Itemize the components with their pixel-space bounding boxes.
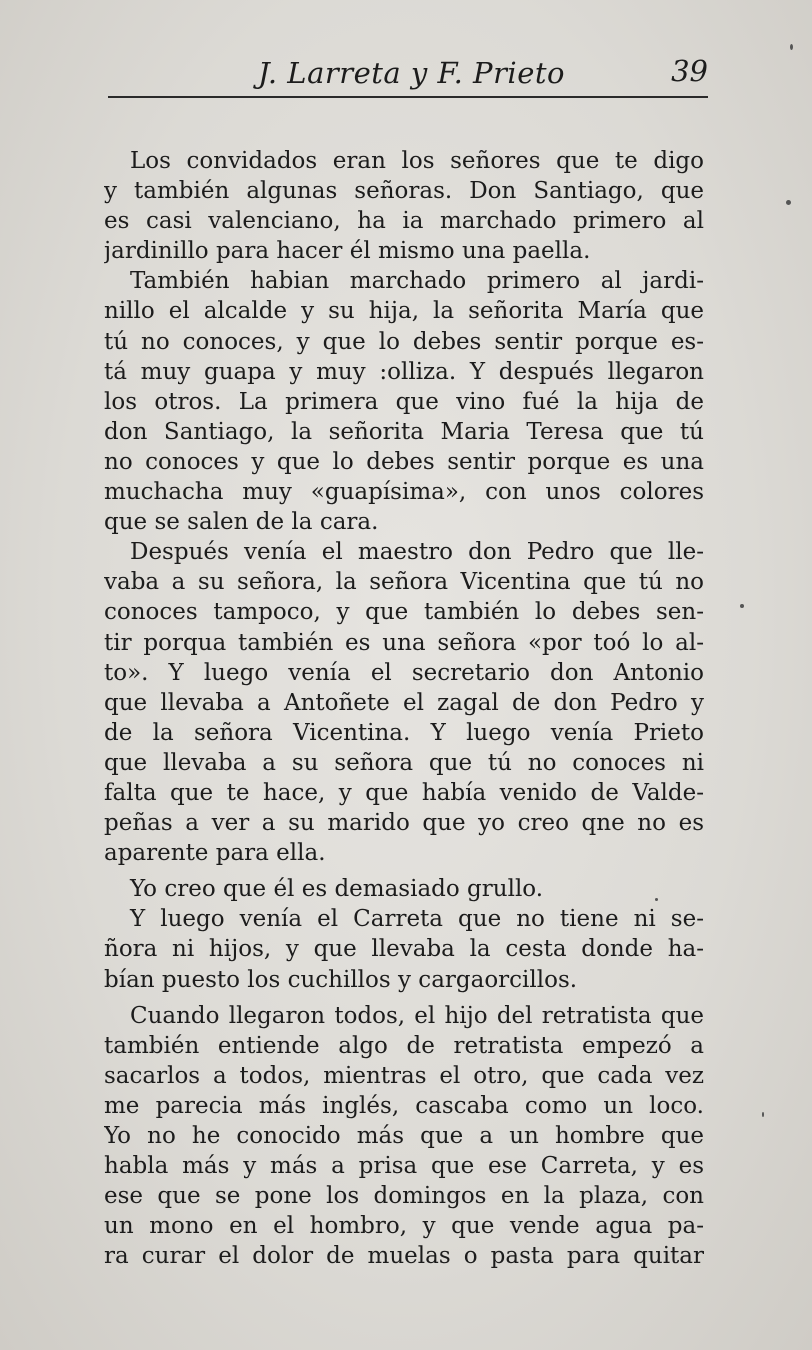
body-text	[104, 146, 704, 1271]
text-line: un mono en el hombro, y que vende agua pa-	[104, 1213, 704, 1240]
text-line: muchacha muy «guapísima», con unos colores	[104, 479, 704, 506]
text-line: to». Y luego venía el secretario don Antonio	[104, 659, 704, 686]
text-line: tir porqua también es una señora «por toó lo al-	[104, 629, 704, 656]
text-line: habla más y más a prisa que ese Carreta, y es	[104, 1153, 704, 1180]
text-line: Yo no he conocido más que a un hombre que	[104, 1123, 704, 1149]
text-line: también entiende algo de retratista empezó a	[104, 1032, 704, 1059]
text-line: ra curar el dolor de muelas o pasta para quitar	[104, 1243, 704, 1270]
text-line: de la señora Vicentina. Y luego venía Prieto	[104, 719, 704, 746]
text-line: conoces tampoco, y que también lo debes sen-	[104, 599, 704, 626]
paper-speck	[740, 604, 744, 608]
text-line: bían puesto los cuchillos y cargaorcillos.	[104, 966, 578, 993]
text-line: ñora ni hijos, y que llevaba la cesta donde ha-	[104, 936, 704, 963]
text-line: También habian marchado primero al jardi-	[130, 268, 704, 295]
text-line: y también algunas señoras. Don Santiago, que	[104, 178, 704, 205]
page-header	[108, 52, 708, 100]
paper-speck	[762, 1112, 764, 1117]
paper-speck	[790, 44, 793, 50]
text-line: no conoces y que lo debes sentir porque es una	[104, 448, 704, 475]
text-line: falta que te hace, y que había venido de Valde-	[104, 779, 704, 806]
text-line: aparente para ella.	[104, 840, 326, 867]
running-title: J. Larreta y F. Prieto	[258, 56, 565, 90]
paper-speck	[655, 898, 658, 901]
text-line: tá muy guapa y muy :olliza. Y después llegaron	[104, 358, 704, 385]
text-line: nillo el alcalde y su hija, la señorita María que	[104, 298, 704, 325]
text-line: sacarlos a todos, mientras el otro, que cada vez	[104, 1062, 704, 1089]
text-line: que llevaba a su señora que tú no conoces ni	[104, 749, 704, 776]
text-line: Después venía el maestro don Pedro que lle-	[130, 539, 704, 566]
text-line: peñas a ver a su marido que yo creo qne no es	[104, 810, 704, 837]
text-line: los otros. La primera que vino fué la hija de	[104, 388, 704, 415]
text-line: que se salen de la cara.	[104, 509, 379, 536]
text-line: tú no conoces, y que lo debes sentir porque es-	[104, 328, 704, 355]
text-line: me parecia más inglés, cascaba como un loco.	[104, 1092, 704, 1119]
page-number: 39	[671, 54, 708, 88]
text-line: don Santiago, la señorita Maria Teresa que tú	[104, 418, 704, 445]
text-line: vaba a su señora, la señora Vicentina que tú no	[104, 569, 704, 596]
text-line: Y luego venía el Carreta que no tiene ni se-	[130, 906, 704, 933]
text-line: Cuando llegaron todos, el hijo del retratista que	[130, 1002, 704, 1029]
text-line: ese que se pone los domingos en la plaza, con	[104, 1183, 704, 1210]
text-line: Yo creo que él es demasiado grullo.	[130, 876, 544, 903]
text-line: Los convidados eran los señores que te digo	[130, 148, 704, 174]
paper-speck	[786, 200, 791, 205]
text-line: es casi valenciano, ha ia marchado primero al	[104, 208, 704, 235]
text-line: jardinillo para hacer él mismo una paella.	[104, 238, 591, 265]
header-rule	[108, 96, 708, 98]
text-line: que llevaba a Antoñete el zagal de don Pedro y	[104, 689, 704, 716]
